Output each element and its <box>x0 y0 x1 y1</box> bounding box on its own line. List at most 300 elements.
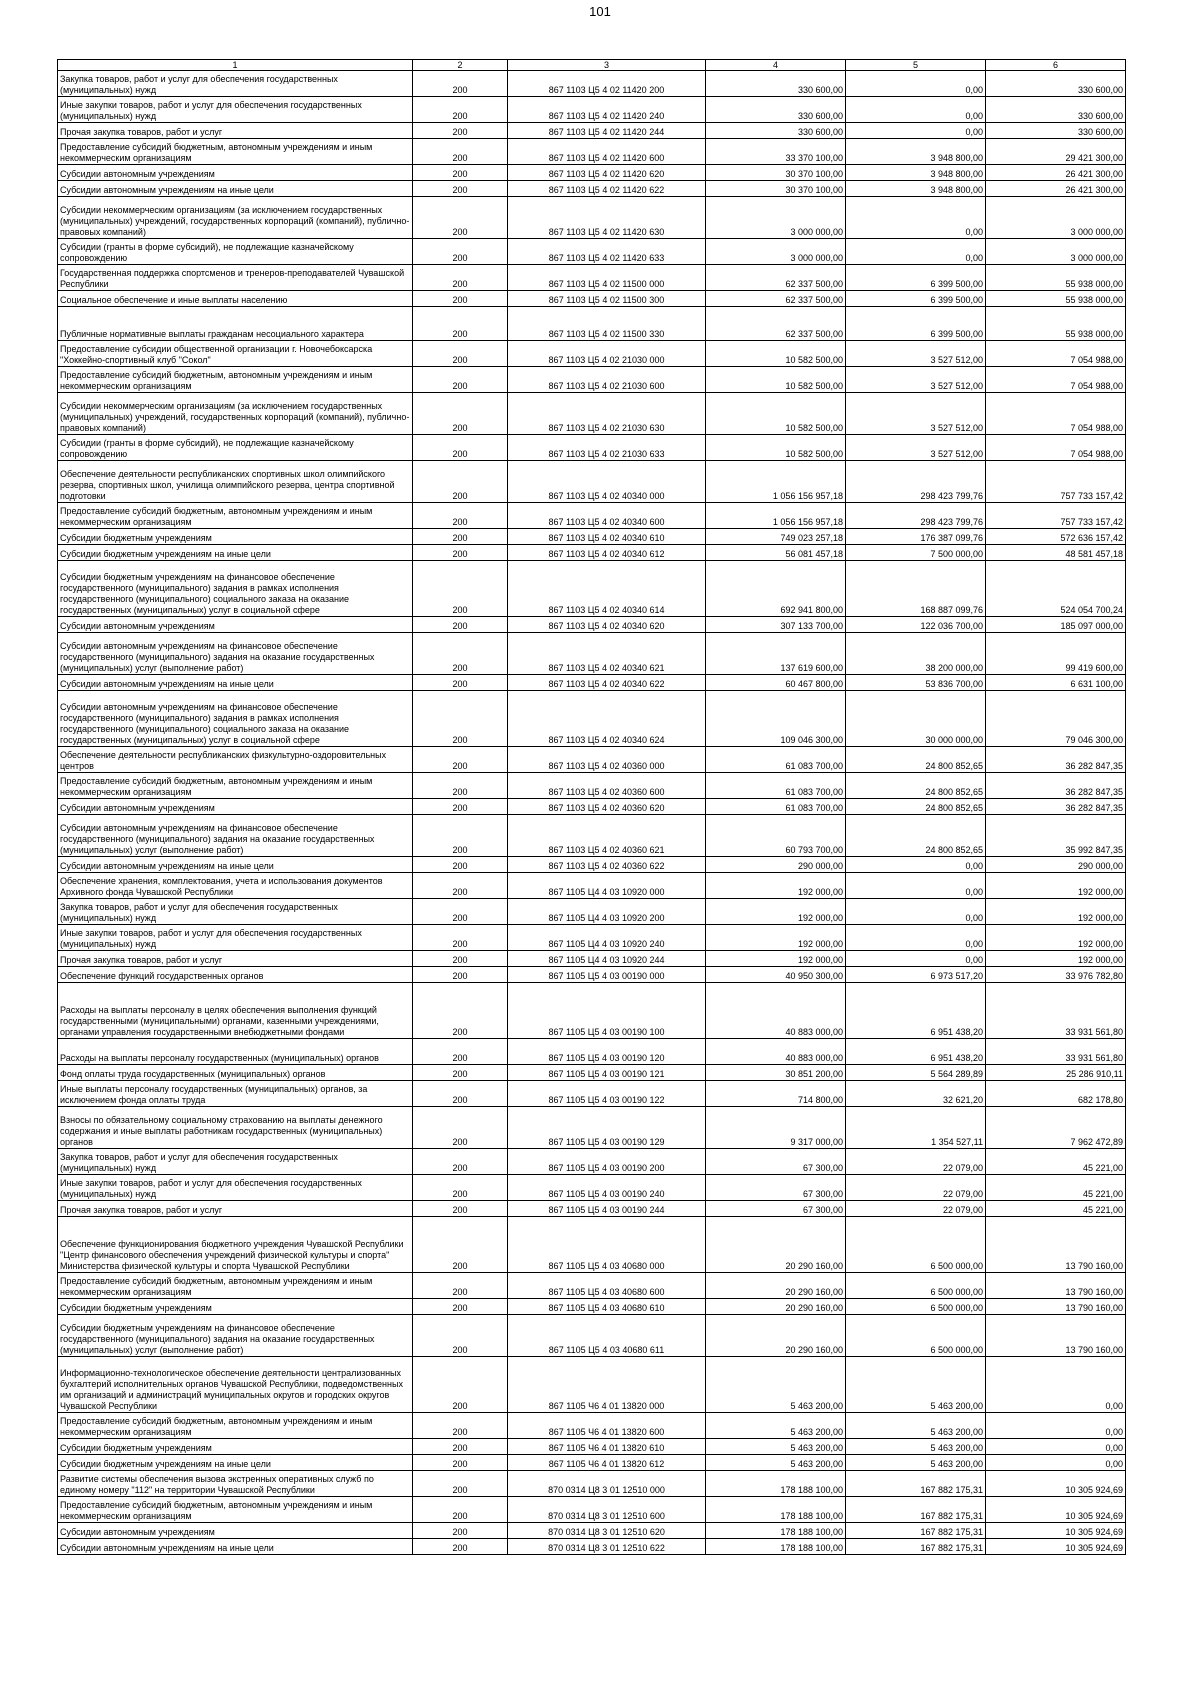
row-amount: 61 083 700,00 <box>706 773 846 799</box>
row-name: Предоставление субсидий бюджетным, автономным учреждениям и иным некоммерческим организациям <box>58 1413 413 1439</box>
row-name: Развитие системы обеспечения вызова экстренных оперативных служб по единому номеру "112" на территории Чувашской Республики <box>58 1471 413 1497</box>
row-name: Государственная поддержка спортсменов и тренеров-преподавателей Чувашской Республики <box>58 265 413 291</box>
row-amount: 3 948 800,00 <box>846 139 986 165</box>
row-amount: 0,00 <box>986 1439 1126 1455</box>
row-classification: 870 0314 Ц8 3 01 12510 622 <box>508 1539 706 1555</box>
row-classification: 867 1103 Ц5 4 02 11500 330 <box>508 307 706 341</box>
row-classification: 867 1103 Ц5 4 02 40340 624 <box>508 691 706 747</box>
row-amount: 0,00 <box>846 925 986 951</box>
row-amount: 185 097 000,00 <box>986 617 1126 633</box>
row-name: Предоставление субсидий бюджетным, автономным учреждениям и иным некоммерческим организациям <box>58 139 413 165</box>
row-name: Субсидии бюджетным учреждениям <box>58 529 413 545</box>
row-amount: 67 300,00 <box>706 1149 846 1175</box>
table-row <box>58 873 1126 899</box>
row-code: 200 <box>413 435 508 461</box>
table-row <box>58 1175 1126 1201</box>
row-classification: 870 0314 Ц8 3 01 12510 600 <box>508 1497 706 1523</box>
row-classification: 867 1105 Ц5 4 03 40680 000 <box>508 1217 706 1273</box>
row-code: 200 <box>413 1107 508 1149</box>
row-name: Информационно-технологическое обеспечение деятельности централизованных бухгалтерий исполнительных органов Чувашской Республики, подведомственных им организаций и администраций муниципальных округов и городских округов Чувашской Республики <box>58 1357 413 1413</box>
row-amount: 109 046 300,00 <box>706 691 846 747</box>
row-amount: 7 054 988,00 <box>986 341 1126 367</box>
row-amount: 79 046 300,00 <box>986 691 1126 747</box>
row-code: 200 <box>413 1149 508 1175</box>
row-amount: 330 600,00 <box>986 71 1126 97</box>
row-code: 200 <box>413 165 508 181</box>
table-row <box>58 1217 1126 1273</box>
row-code: 200 <box>413 1065 508 1081</box>
row-name: Иные выплаты персоналу государственных (муниципальных) органов, за исключением фонда оплаты труда <box>58 1081 413 1107</box>
table-row <box>58 1065 1126 1081</box>
row-code: 200 <box>413 691 508 747</box>
row-amount: 5 463 200,00 <box>706 1413 846 1439</box>
row-code: 200 <box>413 1315 508 1357</box>
row-name: Обеспечение деятельности республиканских физкультурно-оздоровительных центров <box>58 747 413 773</box>
row-name: Фонд оплаты труда государственных (муниципальных) органов <box>58 1065 413 1081</box>
row-classification: 867 1103 Ц5 4 02 21030 630 <box>508 393 706 435</box>
row-amount: 20 290 160,00 <box>706 1299 846 1315</box>
table-row <box>58 435 1126 461</box>
row-name: Субсидии бюджетным учреждениям на финансовое обеспечение государственного (муниципального) задания в рамках исполнения государственного (муниципального) социального заказа на оказание государственных (муниципальных) услуг в социальной сфере <box>58 561 413 617</box>
row-amount: 0,00 <box>846 71 986 97</box>
row-amount: 45 221,00 <box>986 1149 1126 1175</box>
row-classification: 867 1105 Ч6 4 01 13820 600 <box>508 1413 706 1439</box>
row-amount: 22 079,00 <box>846 1149 986 1175</box>
row-name: Обеспечение деятельности республиканских спортивных школ олимпийского резерва, спортивных школ, училища олимпийского резерва, центра спортивной подготовки <box>58 461 413 503</box>
row-amount: 3 527 512,00 <box>846 393 986 435</box>
row-amount: 0,00 <box>846 239 986 265</box>
table-row <box>58 1439 1126 1455</box>
table-row <box>58 1039 1126 1065</box>
row-amount: 30 370 100,00 <box>706 165 846 181</box>
row-amount: 45 221,00 <box>986 1175 1126 1201</box>
row-amount: 330 600,00 <box>986 123 1126 139</box>
table-row <box>58 561 1126 617</box>
row-name: Обеспечение функций государственных органов <box>58 967 413 983</box>
row-code: 200 <box>413 123 508 139</box>
row-amount: 29 421 300,00 <box>986 139 1126 165</box>
row-name: Расходы на выплаты персоналу государственных (муниципальных) органов <box>58 1039 413 1065</box>
table-row <box>58 123 1126 139</box>
table-row <box>58 1497 1126 1523</box>
row-name: Предоставление субсидий бюджетным, автономным учреждениям и иным некоммерческим организациям <box>58 367 413 393</box>
row-classification: 867 1103 Ц5 4 02 40360 000 <box>508 747 706 773</box>
row-amount: 40 883 000,00 <box>706 983 846 1039</box>
row-code: 200 <box>413 633 508 675</box>
row-amount: 176 387 099,76 <box>846 529 986 545</box>
row-code: 200 <box>413 1081 508 1107</box>
row-code: 200 <box>413 1539 508 1555</box>
row-amount: 6 951 438,20 <box>846 983 986 1039</box>
row-amount: 0,00 <box>986 1455 1126 1471</box>
row-amount: 6 973 517,20 <box>846 967 986 983</box>
row-name: Обеспечение функционирования бюджетного учреждения Чувашской Республики "Центр финансового обеспечения учреждений физической культуры и спорта" Министерства физической культуры и спорта Чувашской Республики <box>58 1217 413 1273</box>
row-classification: 867 1103 Ц5 4 02 11500 300 <box>508 291 706 307</box>
row-classification: 867 1105 Ц5 4 03 00190 244 <box>508 1201 706 1217</box>
table-row <box>58 181 1126 197</box>
row-amount: 25 286 910,11 <box>986 1065 1126 1081</box>
row-classification: 867 1103 Ц5 4 02 11420 200 <box>508 71 706 97</box>
row-code: 200 <box>413 545 508 561</box>
row-amount: 682 178,80 <box>986 1081 1126 1107</box>
row-amount: 192 000,00 <box>986 925 1126 951</box>
row-code: 200 <box>413 1455 508 1471</box>
row-code: 200 <box>413 967 508 983</box>
row-code: 200 <box>413 97 508 123</box>
row-name: Субсидии автономным учреждениям <box>58 799 413 815</box>
row-amount: 1 056 156 957,18 <box>706 461 846 503</box>
row-name: Субсидии автономным учреждениям <box>58 617 413 633</box>
table-row <box>58 1273 1126 1299</box>
row-code: 200 <box>413 461 508 503</box>
row-amount: 30 370 100,00 <box>706 181 846 197</box>
row-amount: 5 463 200,00 <box>846 1455 986 1471</box>
row-amount: 192 000,00 <box>706 899 846 925</box>
row-amount: 56 081 457,18 <box>706 545 846 561</box>
row-amount: 3 948 800,00 <box>846 165 986 181</box>
table-row <box>58 1357 1126 1413</box>
row-classification: 870 0314 Ц8 3 01 12510 000 <box>508 1471 706 1497</box>
row-code: 200 <box>413 529 508 545</box>
row-amount: 178 188 100,00 <box>706 1471 846 1497</box>
table-row <box>58 341 1126 367</box>
row-amount: 10 305 924,69 <box>986 1471 1126 1497</box>
row-classification: 867 1105 Ц5 4 03 00190 100 <box>508 983 706 1039</box>
row-code: 200 <box>413 367 508 393</box>
row-code: 200 <box>413 265 508 291</box>
table-row <box>58 1201 1126 1217</box>
table-row <box>58 165 1126 181</box>
table-row <box>58 239 1126 265</box>
row-amount: 30 851 200,00 <box>706 1065 846 1081</box>
row-amount: 10 582 500,00 <box>706 367 846 393</box>
row-code: 200 <box>413 1273 508 1299</box>
row-amount: 0,00 <box>846 951 986 967</box>
table-row <box>58 1455 1126 1471</box>
row-amount: 40 950 300,00 <box>706 967 846 983</box>
table-row <box>58 857 1126 873</box>
row-amount: 6 500 000,00 <box>846 1315 986 1357</box>
row-amount: 10 305 924,69 <box>986 1539 1126 1555</box>
row-classification: 867 1103 Ц5 4 02 11420 622 <box>508 181 706 197</box>
table-row <box>58 265 1126 291</box>
table-row <box>58 393 1126 435</box>
row-amount: 298 423 799,76 <box>846 503 986 529</box>
row-code: 200 <box>413 239 508 265</box>
row-amount: 524 054 700,24 <box>986 561 1126 617</box>
row-amount: 1 056 156 957,18 <box>706 503 846 529</box>
row-code: 200 <box>413 815 508 857</box>
row-amount: 167 882 175,31 <box>846 1523 986 1539</box>
table-row <box>58 799 1126 815</box>
row-amount: 168 887 099,76 <box>846 561 986 617</box>
row-amount: 7 054 988,00 <box>986 367 1126 393</box>
row-amount: 3 948 800,00 <box>846 181 986 197</box>
row-code: 200 <box>413 1413 508 1439</box>
row-name: Прочая закупка товаров, работ и услуг <box>58 123 413 139</box>
row-classification: 867 1103 Ц5 4 02 40340 622 <box>508 675 706 691</box>
row-code: 200 <box>413 393 508 435</box>
row-name: Предоставление субсидии общественной организации г. Новочебоксарска "Хоккейно-спортивный клуб "Сокол" <box>58 341 413 367</box>
table-row <box>58 1149 1126 1175</box>
row-amount: 7 962 472,89 <box>986 1107 1126 1149</box>
row-amount: 36 282 847,35 <box>986 799 1126 815</box>
row-code: 200 <box>413 1523 508 1539</box>
row-code: 200 <box>413 799 508 815</box>
table-row <box>58 747 1126 773</box>
row-code: 200 <box>413 899 508 925</box>
table-row <box>58 1471 1126 1497</box>
row-amount: 1 354 527,11 <box>846 1107 986 1149</box>
row-amount: 5 463 200,00 <box>846 1357 986 1413</box>
row-amount: 298 423 799,76 <box>846 461 986 503</box>
row-code: 200 <box>413 857 508 873</box>
header-cell: 6 <box>986 60 1126 71</box>
row-amount: 3 000 000,00 <box>706 197 846 239</box>
page-number: 101 <box>589 4 611 19</box>
row-code: 200 <box>413 503 508 529</box>
row-amount: 178 188 100,00 <box>706 1523 846 1539</box>
row-code: 200 <box>413 197 508 239</box>
row-amount: 10 305 924,69 <box>986 1523 1126 1539</box>
table-row <box>58 967 1126 983</box>
row-amount: 137 619 600,00 <box>706 633 846 675</box>
row-name: Закупка товаров, работ и услуг для обеспечения государственных (муниципальных) нужд <box>58 899 413 925</box>
row-amount: 192 000,00 <box>986 899 1126 925</box>
row-amount: 5 463 200,00 <box>846 1439 986 1455</box>
row-amount: 0,00 <box>986 1357 1126 1413</box>
row-classification: 867 1103 Ц5 4 02 11420 630 <box>508 197 706 239</box>
row-amount: 3 527 512,00 <box>846 341 986 367</box>
row-amount: 192 000,00 <box>986 873 1126 899</box>
row-classification: 867 1105 Ц4 4 03 10920 240 <box>508 925 706 951</box>
row-amount: 5 463 200,00 <box>706 1357 846 1413</box>
row-amount: 0,00 <box>846 873 986 899</box>
row-name: Субсидии (гранты в форме субсидий), не подлежащие казначейскому сопровождению <box>58 239 413 265</box>
table-row <box>58 1413 1126 1439</box>
row-code: 200 <box>413 1357 508 1413</box>
row-amount: 749 023 257,18 <box>706 529 846 545</box>
row-name: Субсидии автономным учреждениям <box>58 1523 413 1539</box>
row-classification: 867 1105 Ц5 4 03 00190 240 <box>508 1175 706 1201</box>
row-amount: 62 337 500,00 <box>706 265 846 291</box>
row-amount: 6 951 438,20 <box>846 1039 986 1065</box>
row-amount: 330 600,00 <box>986 97 1126 123</box>
row-code: 200 <box>413 773 508 799</box>
table-row <box>58 925 1126 951</box>
row-amount: 30 000 000,00 <box>846 691 986 747</box>
row-amount: 36 282 847,35 <box>986 773 1126 799</box>
row-code: 200 <box>413 1039 508 1065</box>
row-amount: 26 421 300,00 <box>986 165 1126 181</box>
row-amount: 5 463 200,00 <box>706 1439 846 1455</box>
row-amount: 0,00 <box>846 123 986 139</box>
row-name: Субсидии бюджетным учреждениям <box>58 1439 413 1455</box>
row-amount: 55 938 000,00 <box>986 265 1126 291</box>
table-row <box>58 1539 1126 1555</box>
header-cell: 1 <box>58 60 413 71</box>
row-name: Субсидии автономным учреждениям на иные цели <box>58 675 413 691</box>
row-classification: 867 1103 Ц5 4 02 40340 621 <box>508 633 706 675</box>
row-classification: 870 0314 Ц8 3 01 12510 620 <box>508 1523 706 1539</box>
row-amount: 692 941 800,00 <box>706 561 846 617</box>
row-amount: 61 083 700,00 <box>706 747 846 773</box>
row-name: Субсидии автономным учреждениям на иные цели <box>58 181 413 197</box>
row-amount: 36 282 847,35 <box>986 747 1126 773</box>
row-classification: 867 1105 Ц5 4 03 00190 121 <box>508 1065 706 1081</box>
row-amount: 40 883 000,00 <box>706 1039 846 1065</box>
table-row <box>58 1081 1126 1107</box>
header-cell: 2 <box>413 60 508 71</box>
row-amount: 7 054 988,00 <box>986 393 1126 435</box>
row-amount: 3 000 000,00 <box>986 197 1126 239</box>
row-classification: 867 1103 Ц5 4 02 40360 600 <box>508 773 706 799</box>
table-row <box>58 773 1126 799</box>
row-classification: 867 1105 Ц5 4 03 40680 600 <box>508 1273 706 1299</box>
row-classification: 867 1105 Ц5 4 03 00190 129 <box>508 1107 706 1149</box>
row-name: Субсидии бюджетным учреждениям на иные цели <box>58 1455 413 1471</box>
row-amount: 192 000,00 <box>986 951 1126 967</box>
row-amount: 10 582 500,00 <box>706 341 846 367</box>
row-amount: 330 600,00 <box>706 71 846 97</box>
row-amount: 0,00 <box>846 899 986 925</box>
row-amount: 192 000,00 <box>706 951 846 967</box>
row-amount: 26 421 300,00 <box>986 181 1126 197</box>
row-amount: 13 790 160,00 <box>986 1315 1126 1357</box>
table-row <box>58 951 1126 967</box>
header-cell: 3 <box>508 60 706 71</box>
row-classification: 867 1103 Ц5 4 02 11500 000 <box>508 265 706 291</box>
row-amount: 32 621,20 <box>846 1081 986 1107</box>
row-amount: 167 882 175,31 <box>846 1471 986 1497</box>
row-classification: 867 1103 Ц5 4 02 40360 622 <box>508 857 706 873</box>
row-amount: 48 581 457,18 <box>986 545 1126 561</box>
row-amount: 62 337 500,00 <box>706 307 846 341</box>
row-code: 200 <box>413 1471 508 1497</box>
table-row <box>58 71 1126 97</box>
row-amount: 307 133 700,00 <box>706 617 846 633</box>
row-name: Иные закупки товаров, работ и услуг для обеспечения государственных (муниципальных) нужд <box>58 925 413 951</box>
row-classification: 867 1105 Ч6 4 01 13820 612 <box>508 1455 706 1471</box>
row-amount: 572 636 157,42 <box>986 529 1126 545</box>
row-amount: 10 305 924,69 <box>986 1497 1126 1523</box>
row-name: Субсидии (гранты в форме субсидий), не подлежащие казначейскому сопровождению <box>58 435 413 461</box>
row-amount: 24 800 852,65 <box>846 799 986 815</box>
row-classification: 867 1105 Ц5 4 03 00190 120 <box>508 1039 706 1065</box>
header-row <box>58 60 1126 71</box>
row-name: Закупка товаров, работ и услуг для обеспечения государственных (муниципальных) нужд <box>58 1149 413 1175</box>
row-amount: 0,00 <box>846 197 986 239</box>
row-classification: 867 1105 Ч6 4 01 13820 000 <box>508 1357 706 1413</box>
row-amount: 67 300,00 <box>706 1201 846 1217</box>
row-amount: 3 527 512,00 <box>846 367 986 393</box>
row-amount: 22 079,00 <box>846 1201 986 1217</box>
row-classification: 867 1103 Ц5 4 02 40360 621 <box>508 815 706 857</box>
row-name: Закупка товаров, работ и услуг для обеспечения государственных (муниципальных) нужд <box>58 71 413 97</box>
row-classification: 867 1105 Ц5 4 03 00190 122 <box>508 1081 706 1107</box>
row-classification: 867 1103 Ц5 4 02 40340 600 <box>508 503 706 529</box>
table-row <box>58 97 1126 123</box>
row-name: Предоставление субсидий бюджетным, автономным учреждениям и иным некоммерческим организациям <box>58 503 413 529</box>
row-code: 200 <box>413 291 508 307</box>
row-amount: 45 221,00 <box>986 1201 1126 1217</box>
row-amount: 6 500 000,00 <box>846 1273 986 1299</box>
row-name: Расходы на выплаты персоналу в целях обеспечения выполнения функций государственными (муниципальными) органами, казенными учреждениями, органами управления государственными внебюджетными фондами <box>58 983 413 1039</box>
row-amount: 178 188 100,00 <box>706 1497 846 1523</box>
row-amount: 6 500 000,00 <box>846 1299 986 1315</box>
row-name: Обеспечение хранения, комплектования, учета и использования документов Архивного фонда Чувашской Республики <box>58 873 413 899</box>
row-name: Социальное обеспечение и иные выплаты населению <box>58 291 413 307</box>
row-amount: 24 800 852,65 <box>846 747 986 773</box>
table-row <box>58 1107 1126 1149</box>
row-classification: 867 1105 Ц5 4 03 40680 610 <box>508 1299 706 1315</box>
row-amount: 13 790 160,00 <box>986 1299 1126 1315</box>
row-name: Субсидии некоммерческим организациям (за исключением государственных (муниципальных) учреждений, государственных корпораций (компаний), публично-правовых компаний) <box>58 393 413 435</box>
row-amount: 757 733 157,42 <box>986 461 1126 503</box>
row-name: Субсидии автономным учреждениям на финансовое обеспечение государственного (муниципального) задания на оказание государственных (муниципальных) услуг (выполнение работ) <box>58 633 413 675</box>
row-amount: 33 931 561,80 <box>986 983 1126 1039</box>
row-amount: 3 527 512,00 <box>846 435 986 461</box>
row-code: 200 <box>413 1439 508 1455</box>
row-code: 200 <box>413 1175 508 1201</box>
row-name: Субсидии автономным учреждениям на иные цели <box>58 1539 413 1555</box>
table-row <box>58 691 1126 747</box>
row-code: 200 <box>413 1299 508 1315</box>
row-classification: 867 1105 Ц5 4 03 00190 000 <box>508 967 706 983</box>
row-amount: 714 800,00 <box>706 1081 846 1107</box>
row-amount: 38 200 000,00 <box>846 633 986 675</box>
row-classification: 867 1105 Ц5 4 03 40680 611 <box>508 1315 706 1357</box>
row-amount: 167 882 175,31 <box>846 1497 986 1523</box>
row-name: Субсидии бюджетным учреждениям <box>58 1299 413 1315</box>
row-classification: 867 1103 Ц5 4 02 21030 633 <box>508 435 706 461</box>
row-amount: 5 463 200,00 <box>846 1413 986 1439</box>
row-amount: 10 582 500,00 <box>706 435 846 461</box>
row-name: Предоставление субсидий бюджетным, автономным учреждениям и иным некоммерческим организациям <box>58 1273 413 1299</box>
row-amount: 33 370 100,00 <box>706 139 846 165</box>
row-amount: 24 800 852,65 <box>846 815 986 857</box>
table-row <box>58 1299 1126 1315</box>
row-classification: 867 1103 Ц5 4 02 40340 610 <box>508 529 706 545</box>
row-amount: 0,00 <box>846 97 986 123</box>
row-amount: 330 600,00 <box>706 97 846 123</box>
row-code: 200 <box>413 341 508 367</box>
header-cell: 4 <box>706 60 846 71</box>
table-row <box>58 899 1126 925</box>
row-classification: 867 1103 Ц5 4 02 40340 620 <box>508 617 706 633</box>
row-name: Субсидии бюджетным учреждениям на иные цели <box>58 545 413 561</box>
row-classification: 867 1103 Ц5 4 02 11420 620 <box>508 165 706 181</box>
row-amount: 22 079,00 <box>846 1175 986 1201</box>
row-code: 200 <box>413 747 508 773</box>
row-classification: 867 1103 Ц5 4 02 40340 612 <box>508 545 706 561</box>
row-classification: 867 1103 Ц5 4 02 11420 600 <box>508 139 706 165</box>
row-amount: 6 500 000,00 <box>846 1217 986 1273</box>
row-amount: 7 500 000,00 <box>846 545 986 561</box>
row-name: Субсидии автономным учреждениям на иные цели <box>58 857 413 873</box>
row-amount: 13 790 160,00 <box>986 1273 1126 1299</box>
table-row <box>58 983 1126 1039</box>
table-row <box>58 197 1126 239</box>
row-classification: 867 1105 Ц4 4 03 10920 244 <box>508 951 706 967</box>
row-name: Предоставление субсидий бюджетным, автономным учреждениям и иным некоммерческим организациям <box>58 1497 413 1523</box>
row-code: 200 <box>413 181 508 197</box>
row-code: 200 <box>413 951 508 967</box>
row-amount: 6 399 500,00 <box>846 307 986 341</box>
row-code: 200 <box>413 925 508 951</box>
row-classification: 867 1103 Ц5 4 02 21030 600 <box>508 367 706 393</box>
row-code: 200 <box>413 873 508 899</box>
